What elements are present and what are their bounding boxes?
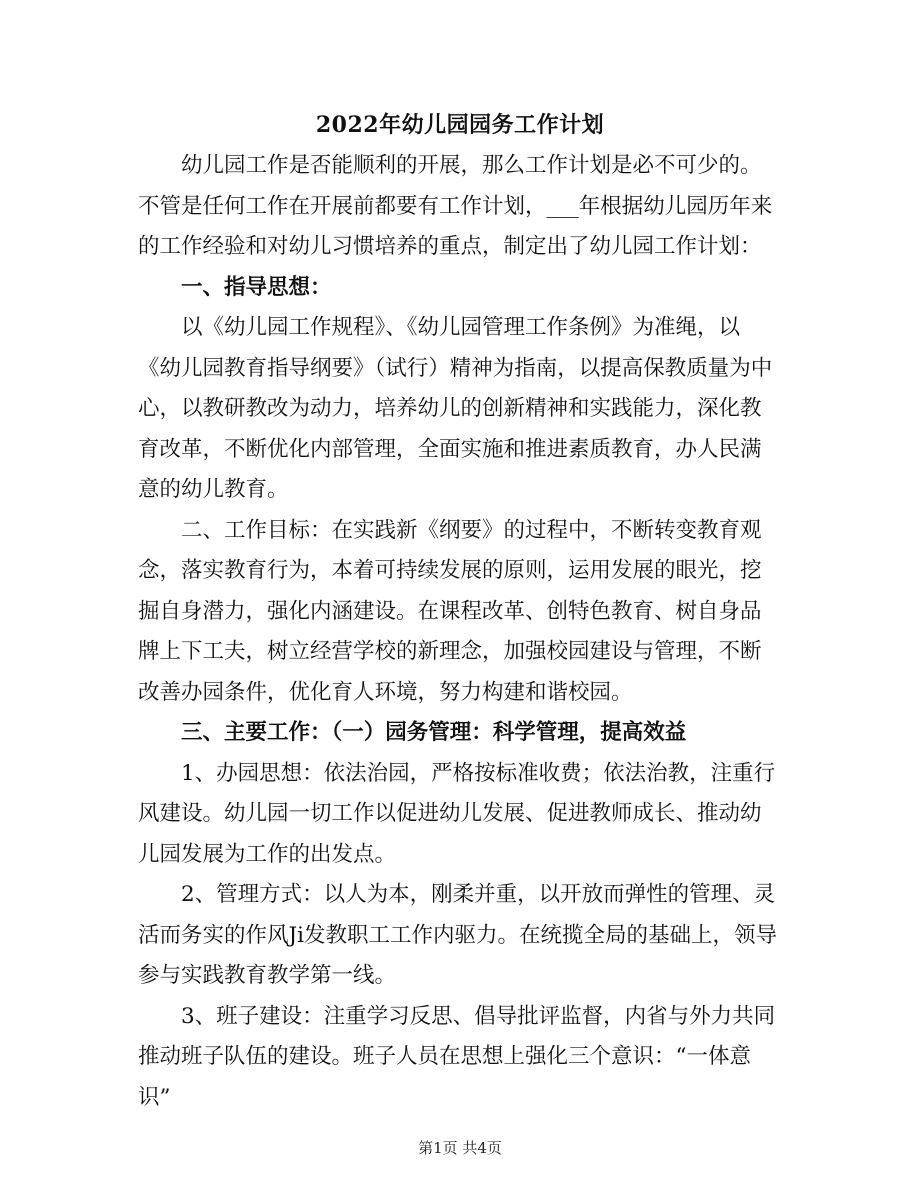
paragraph-guiding-thought: 以《幼儿园工作规程》、《幼儿园管理工作条例》为准绳，以《幼儿园教育指导纲要》（试行）精神为指南，以提高保教质量为中心，以教研教改为动力，培养幼儿的创新精神和实践能力，深化教育改革，不断优化内部管理，全面实施和推进素质教育，办人民满意的幼儿教育。 bbox=[138, 315, 773, 502]
paragraph-item-1: 1、办园思想：依法治园，严格按标准收费；依法治教，注重行风建设。幼儿园一切工作以促进幼儿发展、促进教师成长、推动幼儿园发展为工作的出发点。 bbox=[138, 760, 776, 867]
document-title: 2022年幼儿园园务工作计划 bbox=[315, 112, 605, 138]
document-body bbox=[138, 146, 778, 1118]
page-number-footer: 第1页 共4页 bbox=[418, 1139, 502, 1157]
heading-main-work: 三、主要工作：（一）园务管理：科学管理，提高效益 bbox=[181, 720, 687, 745]
heading-guiding-thought: 一、指导思想： bbox=[181, 274, 332, 300]
paragraph-item-3: 3、班子建设：注重学习反思、倡导批评监督，内省与外力共同推动班子队伍的建设。班子人员在思想上强化三个意识：“一体意识” bbox=[138, 1003, 776, 1110]
paragraph-intro: 幼儿园工作是否能顺利的开展，那么工作计划是必不可少的。不管是任何工作在开展前都要有工作计划，___年根据幼儿园历年来的工作经验和对幼儿习惯培养的重点，制定出了幼儿园工作计划： bbox=[138, 153, 773, 259]
paragraph-work-goals: 二、工作目标：在实践新《纲要》的过程中，不断转变教育观念，落实教育行为，本着可持续发展的原则，运用发展的眼光，挖掘自身潜力，强化内涵建设。在课程改革、创特色教育、树自身品牌上下工夫，树立经营学校的新理念，加强校园建设与管理，不断改善办园条件，优化育人环境，努力构建和谐校园。 bbox=[138, 517, 762, 705]
paragraph-item-2: 2、管理方式：以人为本，刚柔并重，以开放而弹性的管理、灵活而务实的作风Ji发教职工工作内驱力。在统揽全局的基础上，领导参与实践教育教学第一线。 bbox=[138, 882, 777, 988]
